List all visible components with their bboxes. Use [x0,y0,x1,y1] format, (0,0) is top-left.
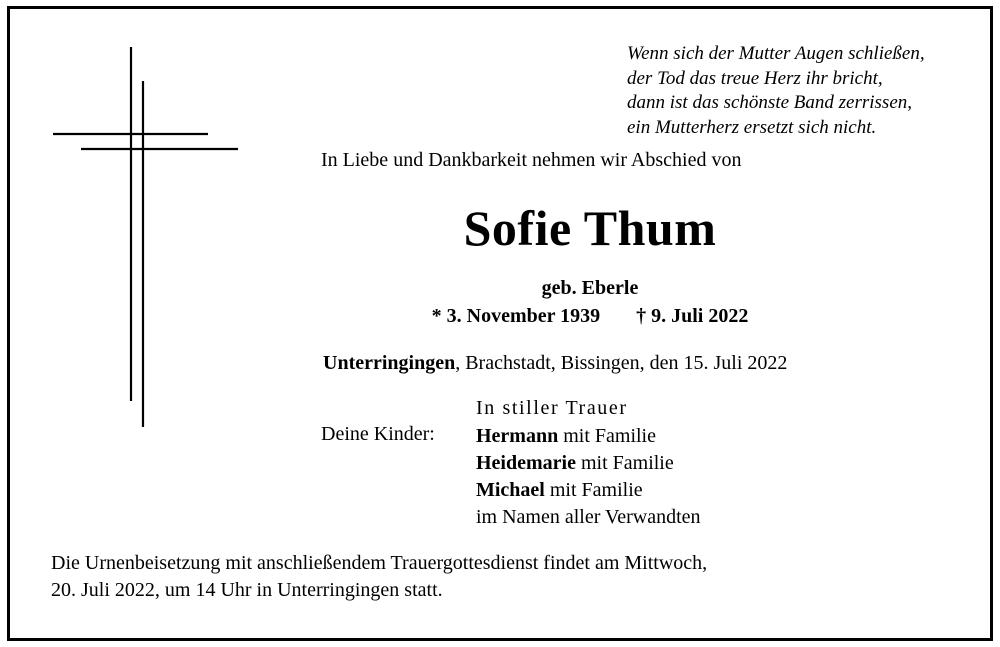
poem-line: ein Mutterherz ersetzt sich nicht. [627,116,877,138]
intro-text: In Liebe und Dankbarkeit nehmen wir Abschied von [321,149,742,171]
funeral-notice [51,550,707,604]
child-name: Michael [476,479,545,501]
cross-icon [10,9,250,429]
life-dates [310,305,870,328]
child-name: Heidemarie [476,452,576,474]
poem-line: Wenn sich der Mutter Augen schließen, [627,43,925,64]
child-name: Hermann [476,425,559,447]
child-suffix: mit Familie [558,425,656,447]
child-entry [476,477,701,504]
place-rest: , Brachstadt, Bissingen, den 15. Juli 2022 [455,352,788,374]
place-bold: Unterringingen [323,352,456,374]
poem-line: der Tod das treue Herz ihr bricht, [627,67,883,89]
place-date [323,352,787,375]
child-entry [476,423,701,450]
maiden-name: geb. Eberle [541,277,639,299]
child-suffix: mit Familie [544,479,643,501]
funeral-notice-line: 20. Juli 2022, um 14 Uhr in Unterringingen statt. [51,579,443,601]
funeral-notice-line: Die Urnenbeisetzung mit anschließendem Trauergottesdienst findet am Mittwoch, [51,552,708,574]
relatives-text: im Namen aller Verwandten [476,506,701,528]
poem-line: dann ist das schönste Band zerrissen, [627,92,912,113]
children-label: Deine Kinder: [321,423,435,445]
poem [627,42,987,140]
birth-date: * 3. November 1939 [431,305,601,327]
death-date: † 9. Juli 2022 [636,305,749,327]
child-entry [476,450,701,477]
child-suffix: mit Familie [575,452,674,474]
obituary-card [7,6,993,641]
mourning-text: In stiller Trauer [476,397,628,419]
children-list [476,423,701,531]
deceased-name: Sofie Thum [463,200,717,256]
